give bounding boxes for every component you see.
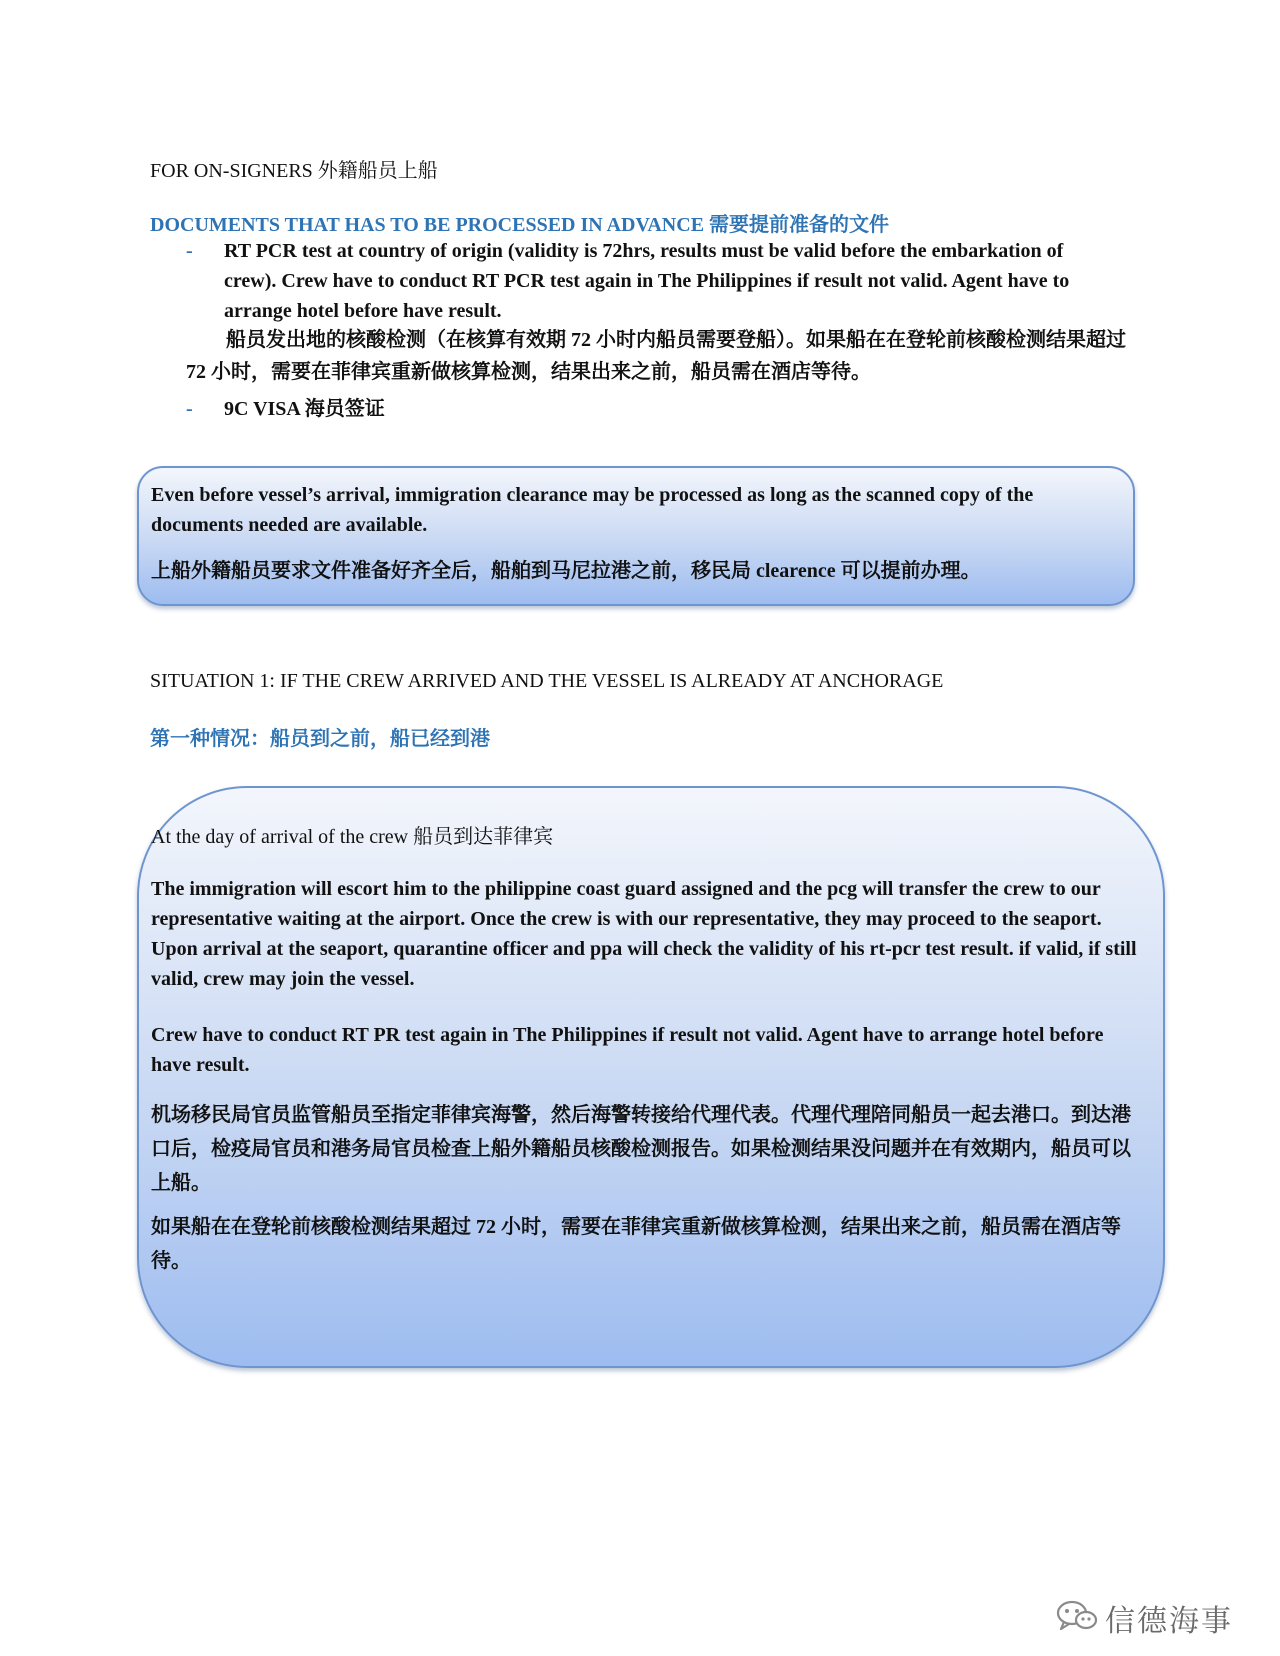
situation-1-box bbox=[137, 786, 1165, 1368]
list-item bbox=[150, 394, 1120, 424]
list-item-text: 9C VISA 海员签证 bbox=[224, 398, 385, 420]
retest-note-en: Crew have to conduct RT PR test again in The Philippines if result not valid. Agent have to arrange hotel before have result. bbox=[151, 1024, 1104, 1076]
documents-heading: DOCUMENTS THAT HAS TO BE PROCESSED IN ADVANCE 需要提前准备的文件 bbox=[150, 214, 890, 236]
immigration-info-en: Even before vessel’s arrival, immigration clearance may be processed as long as the scanned copy of the documents needed are available. bbox=[151, 484, 1034, 536]
immigration-info-cn: 上船外籍船员要求文件准备好齐全后，船舶到马尼拉港之前，移民局 clearence 可以提前办理。 bbox=[151, 560, 981, 582]
section-title-on-signers: FOR ON-SIGNERS 外籍船员上船 bbox=[150, 160, 438, 182]
procedure-en: The immigration will escort him to the philippine coast guard assigned and the pcg will transfer the crew to our representative waiting at the airport. Once the crew is with our representative, they may proceed to the seaport. Upon arrival at the seaport, quarantine officer and ppa will check the validity of his rt-pcr test result. if valid, if still valid, crew may join the vessel. bbox=[151, 878, 1137, 990]
bullet-marker: - bbox=[186, 398, 193, 420]
procedure-cn: 机场移民局官员监管船员至指定菲律宾海警，然后海警转接给代理代表。代理代理陪同船员一起去港口。到达港口后，检疫局官员和港务局官员检查上船外籍船员核酸检测报告。如果检测结果没问题并在有效期内，船员可以上船。 bbox=[151, 1104, 1131, 1194]
list-item bbox=[150, 236, 1120, 326]
retest-note-cn: 如果船在在登轮前核酸检测结果超过 72 小时，需要在菲律宾重新做核算检测，结果出来之前，船员需在酒店等待。 bbox=[151, 1216, 1121, 1272]
watermark-name: 信德海事 bbox=[1105, 1604, 1233, 1639]
arrival-day-heading: At the day of arrival of the crew 船员到达菲律宾 bbox=[151, 826, 554, 848]
immigration-info-box bbox=[137, 466, 1135, 606]
wechat-icon bbox=[1055, 1599, 1099, 1638]
chinese-note: 船员发出地的核酸检测（在核算有效期 72 小时内船员需要登船）。如果船在在登轮前核酸检测结果超过 72 小时，需要在菲律宾重新做核算检测，结果出来之前，船员需在酒店等待。 bbox=[186, 329, 1126, 383]
situation-1-title-cn: 第一种情况：船员到之前，船已经到港 bbox=[150, 728, 490, 750]
bullet-marker: - bbox=[186, 240, 193, 262]
list-item-text: RT PCR test at country of origin (validity is 72hrs, results must be valid before the embarkation of crew). Crew have to conduct RT PCR test again in The Philippines if result not valid. Agent have to arrange hotel before have result. bbox=[224, 240, 1070, 322]
watermark bbox=[1055, 1598, 1233, 1638]
situation-1-title: SITUATION 1: IF THE CREW ARRIVED AND THE VESSEL IS ALREADY AT ANCHORAGE bbox=[150, 670, 944, 692]
